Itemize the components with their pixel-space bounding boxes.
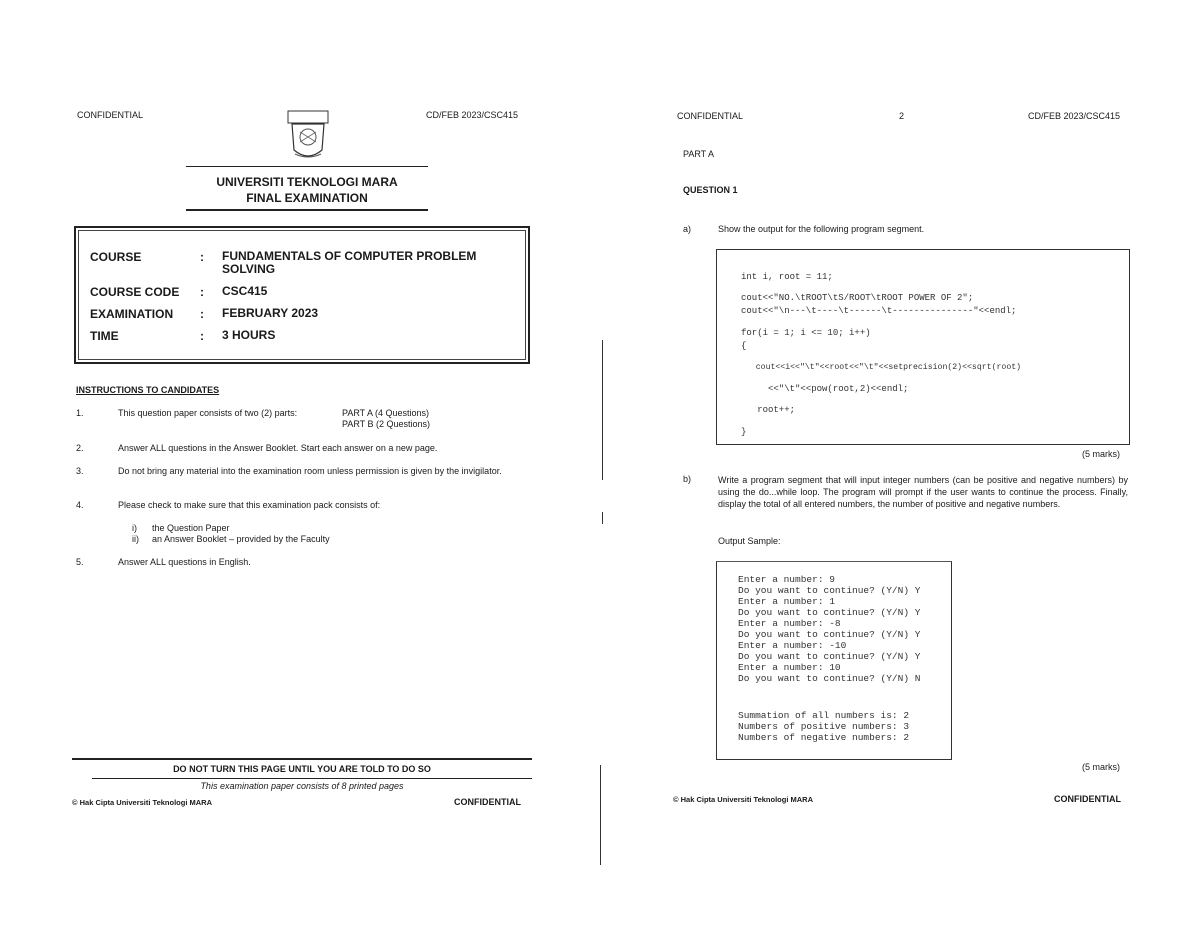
- qa-text: Show the output for the following program segment.: [718, 224, 925, 234]
- footer-rule-bottom: [92, 778, 532, 779]
- footer-warning: DO NOT TURN THIS PAGE UNTIL YOU ARE TOLD TO DO SO: [173, 764, 431, 774]
- gutter-mark: [600, 765, 601, 865]
- right-header-code: CD/FEB 2023/CSC415: [1028, 111, 1121, 121]
- output-line: Do you want to continue? (Y/N) Y: [738, 607, 921, 618]
- output-line: Summation of all numbers is: 2: [738, 710, 910, 721]
- gutter-mark: [602, 340, 603, 480]
- output-line: Enter a number: 1: [738, 596, 835, 607]
- title-rule-top: [186, 166, 428, 167]
- code-line: cout<<"\n---\t----\t------\t---------------"<<endl;: [741, 306, 1017, 316]
- qa-label: a): [683, 224, 692, 234]
- right-footer-confidential: CONFIDENTIAL: [1054, 794, 1121, 804]
- left-header-confidential: CONFIDENTIAL: [77, 110, 144, 120]
- qa-marks: (5 marks): [1082, 449, 1120, 459]
- output-label: Output Sample:: [718, 536, 781, 546]
- code-line: root++;: [741, 405, 796, 415]
- footer-rule-top: [72, 758, 532, 760]
- right-footer-copyright: © Hak Cipta Universiti Teknologi MARA: [673, 795, 813, 804]
- exam-title: FINAL EXAMINATION: [246, 191, 368, 205]
- question-heading: QUESTION 1: [683, 185, 738, 195]
- right-header-confidential: CONFIDENTIAL: [677, 111, 744, 121]
- output-line: Enter a number: 9: [738, 574, 835, 585]
- code-line: <<"\t"<<pow(root,2)<<endl;: [741, 384, 909, 394]
- output-line: Do you want to continue? (Y/N) N: [738, 673, 921, 684]
- page-number: 2: [899, 111, 905, 121]
- output-line: Enter a number: -8: [738, 618, 841, 629]
- code-line: cout<<"NO.\tROOT\tS/ROOT\tROOT POWER OF 2";: [741, 293, 974, 303]
- code-line: {: [741, 341, 747, 351]
- code-line: }: [741, 427, 747, 437]
- code-line: int i, root = 11;: [741, 272, 833, 282]
- output-line: Do you want to continue? (Y/N) Y: [738, 585, 921, 596]
- output-line: Enter a number: 10: [738, 662, 841, 673]
- title-rule-bottom: [186, 209, 428, 211]
- footer-pages: This examination paper consists of 8 printed pages: [200, 781, 404, 791]
- course-info-box: COURSE : FUNDAMENTALS OF COMPUTER PROBLEM SOLVING COURSE CODE : CSC415 EXAMINATION : FEBRUARY 2023 TIME : 3 HOURS: [74, 226, 530, 364]
- output-line: Do you want to continue? (Y/N) Y: [738, 629, 921, 640]
- output-line: Enter a number: -10: [738, 640, 847, 651]
- qb-text: Write a program segment that will input integer numbers (can be positive and negative numbers) by using the do...while loop. The program will prompt if the user wants to continue the process. Finally, display the total of all entered numbers, the number of positive and negative numbers.: [718, 475, 1128, 509]
- output-line: Do you want to continue? (Y/N) Y: [738, 651, 921, 662]
- part-heading: PART A: [683, 149, 715, 159]
- output-line: Numbers of negative numbers: 2: [738, 732, 910, 743]
- left-header-code: CD/FEB 2023/CSC415: [426, 110, 519, 120]
- left-footer-confidential: CONFIDENTIAL: [454, 797, 521, 807]
- university-crest-icon: [287, 110, 329, 162]
- code-line: for(i = 1; i <= 10; i++): [741, 328, 871, 338]
- gutter-mark: [602, 512, 603, 524]
- qb-label: b): [683, 474, 692, 484]
- qb-marks: (5 marks): [1082, 762, 1120, 772]
- university-name: UNIVERSITI TEKNOLOGI MARA: [216, 175, 398, 189]
- code-segment-box: [716, 249, 1130, 445]
- output-line: Numbers of positive numbers: 3: [738, 721, 910, 732]
- left-footer-copyright: © Hak Cipta Universiti Teknologi MARA: [72, 798, 212, 807]
- instructions-title: INSTRUCTIONS TO CANDIDATES: [76, 385, 220, 395]
- code-line: cout<<i<<"\t"<<root<<"\t"<<setprecision(2)<<sqrt(root): [741, 363, 1022, 372]
